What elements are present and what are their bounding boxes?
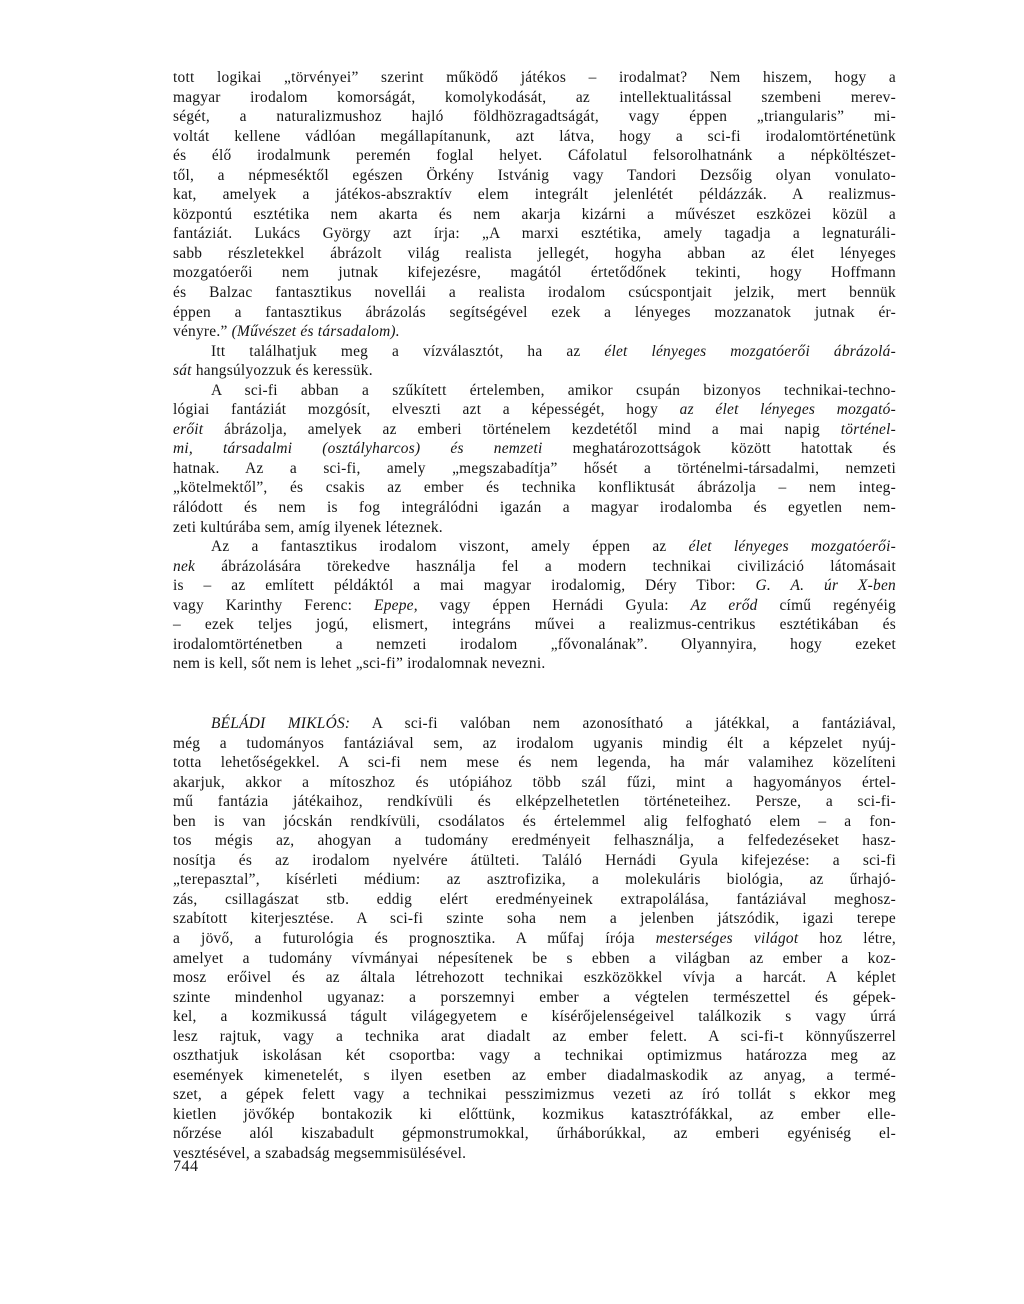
text-line	[173, 576, 896, 596]
text-run: meghatározottságok között hatottak és	[542, 440, 896, 458]
text-line: kel, a kozmikussá tágult világegyetem e kísérőjelenségeivel találkozik s vagy úrrá	[173, 1008, 896, 1026]
emphasis: mi, társadalmi (osztályharcos) és nemzeti	[173, 440, 543, 458]
text-run: vényre.”	[173, 323, 232, 341]
emphasis: mesterséges világot	[655, 929, 799, 947]
text-line: ségét, a naturalizmushoz hajló földhözragadtságát, vagy éppen „triangularis” mi-	[173, 108, 896, 126]
text-line: zás, csillagászat stb. eddig elért eredményeinek extrapolálása, fantáziával meghosz-	[173, 890, 896, 908]
text-line: mű fantázia játékaihoz, rendkívüli és elképzelhetetlen történeteihez. Persze, a sci-fi-	[173, 793, 896, 811]
emphasis: nek	[173, 557, 196, 575]
emphasis: történel-	[840, 420, 896, 438]
text-run: vagy éppen Hernádi Gyula:	[417, 596, 691, 614]
text-line	[173, 439, 896, 459]
text-line: éppen a fantasztikus ábrázolás segítségével ezek a lényeges mozzanatok jutnak ér-	[173, 303, 896, 321]
text-line: vesztésével, a szabadság megsemmisülésével.	[173, 1144, 467, 1162]
body-text	[173, 68, 896, 1164]
text-line	[173, 420, 896, 440]
text-line: lesz rajtuk, vagy a technika arat diadalt az ember felett. A sci-fi-t könnyűszerrel	[173, 1027, 896, 1045]
text-line: magyar irodalom komorságát, komolykodását, az intellektualitással szembeni merev-	[173, 88, 896, 106]
text-line: ben is van jócskán rendkívüli, csodálatos és értelemmel alig felfogható elem – a fon-	[173, 812, 896, 830]
text-line: szinte mindenhol ugyanaz: a porszemnyi ember a végtelen természettel és gépek-	[173, 988, 896, 1006]
text-line: től, a népmeséktől egészen Örkény Istvánig vagy Tandori Dezsőig olyan vonulato-	[173, 166, 896, 184]
emphasis: erőit	[173, 420, 204, 438]
text-run: Az a fantasztikus irodalom viszont, amely éppen az	[211, 538, 689, 556]
text-line: nosítja és az irodalom nyelvére átülteti. Találó Hernádi Gyula kifejezése: a sci-fi	[173, 851, 896, 869]
text-line: hatnak. Az a sci-fi, amely „megszabadítja” hősét a történelmi-társadalmi, nemzeti	[173, 459, 896, 477]
text-run: ábrázolja, amelyek az emberi történelem kezdetétől mind a mai napig	[203, 420, 841, 438]
text-run: hoz létre,	[798, 929, 896, 947]
text-line: tott logikai „törvényei” szerint működő játékos – irodalmat? Nem hiszem, hogy a	[173, 69, 896, 86]
text-line	[173, 596, 896, 616]
paragraph-2	[173, 342, 896, 381]
text-line: irodalomtörténetben a nemzeti irodalom „fővonalának”. Olyannyira, hogy ezeket	[173, 635, 896, 653]
book-title: G. A. úr X-ben	[755, 577, 896, 595]
text-line: totta lehetőségekkel. A sci-fi nem mese és nem legenda, ha már valamihez közelíteni	[173, 754, 896, 772]
text-line	[173, 400, 896, 420]
text-run: vagy Karinthy Ferenc:	[173, 596, 375, 614]
text-line: akarjuk, akkor a mítoszhoz és utópiához több szál fűzi, mint a hagyományos értel-	[173, 773, 896, 791]
text-line: kat, amelyek a játékos-abszraktív elem integrált jelenlétét példázzák. A realizmus-	[173, 186, 896, 204]
emphasis: sát	[173, 362, 192, 380]
emphasis: az élet lényeges mozgató-	[679, 401, 896, 419]
text-line: voltát kellene vádlóan megállapítanunk, azt látva, hogy a sci-fi irodalomtörténetünk	[173, 127, 896, 145]
paragraph-3	[173, 381, 896, 537]
book-title: Epepe,	[374, 596, 418, 614]
text-line: rálódott és nem is fog integrálódni igazán a magyar irodalomba és egyetlen nem-	[173, 499, 896, 517]
book-title: Az erőd	[690, 596, 758, 614]
text-line: A sci-fi abban a szűkített értelemben, amikor csupán bizonyos technikai-techno-	[211, 381, 896, 399]
text-line: „kötelmektől”, és csakis az ember és technika konfliktusát ábrázolja – nem integ-	[173, 479, 896, 497]
text-line: „terepasztal”, kísérleti médium: az asztrofizika, a molekuláris biológia, az űrhajó-	[173, 871, 896, 889]
paragraph-4	[173, 537, 896, 674]
paragraph-5	[173, 714, 896, 1164]
text-line: oszthatjuk iskolásan két csoportba: vagy a technikai optimizmus határozza meg az	[173, 1047, 896, 1065]
citation-title: (Művészet és társadalom).	[231, 323, 400, 341]
text-line: fantáziát. Lukács György azt írja: „A marxi esztétika, amely tagadja a legnaturáli-	[173, 225, 896, 243]
text-line: mozgatóerői nem jutnak kifejezésre, magától értetődőnek tekinti, hogy Hoffmann	[173, 264, 896, 282]
text-line: szabított kiterjesztése. A sci-fi szinte soha nem a jelenben játszódik, igazi terepe	[173, 910, 896, 928]
text-line: sabb részletekkel ábrázolt világ realista jellegét, hogyha abban az élet lényeges	[173, 244, 896, 262]
text-line: mosz erőivel és az általa létrehozott technikai eszközökkel vívja a harcát. A képlet	[173, 969, 896, 987]
text-line: események kimenetelét, s ilyen esetben az ember diadalmaskodik az anyag, a termé-	[173, 1066, 896, 1084]
text-line	[173, 929, 896, 949]
text-line	[173, 714, 896, 734]
text-line: kietlen jövőkép bontakozik ki előttünk, kozmikus katasztrófákkal, az ember elle-	[173, 1105, 896, 1123]
text-line: nem is kell, sőt nem is lehet „sci-fi” irodalomnak nevezni.	[173, 655, 546, 673]
text-line: és élő irodalmunk peremén foglal helyet. Cáfolatul felsorolhatnánk a népköltészet-	[173, 147, 896, 165]
emphasis: élet lényeges mozgatóerői-	[688, 538, 896, 556]
text-line: tos mégis az, ahogyan a tudomány eredményeit felhasználja, a felfedezéseket hasz-	[173, 832, 896, 850]
speaker-name: BÉLÁDI MIKLÓS:	[211, 714, 351, 732]
text-line: központú esztétika nem akarta és nem akarja kizárni a művészet eszközei közül a	[173, 205, 896, 223]
text-line: szet, a gépek felett vagy a technikai pesszimizmus vezeti az író tollát s ekkor meg	[173, 1086, 896, 1104]
text-line: amelyet a tudomány vívmányai népesítenek be s ebben a világban az ember a koz-	[173, 949, 896, 967]
text-run: A sci-fi valóban nem azonosítható a játékkal, a fantáziával,	[350, 714, 896, 732]
text-line	[173, 322, 896, 342]
text-line: és Balzac fantasztikus novellái a realista irodalom csúcspontjait jelzik, mert bennük	[173, 284, 896, 302]
text-line: zeti kultúrába sem, amíg ilyenek léteznek.	[173, 518, 443, 536]
emphasis: élet lényeges mozgatóerői ábrázolá-	[604, 342, 896, 360]
text-run: című regényéig	[757, 596, 896, 614]
text-run: is – az említett példáktól a mai magyar irodalomig, Déry Tibor:	[173, 577, 756, 595]
text-line: nőrzése alól kiszabadult gépmonstrumokkal, űrháborúkkal, az emberi egyéniség el-	[173, 1125, 896, 1143]
paragraph-1	[173, 68, 896, 342]
text-line	[173, 361, 896, 381]
text-line: még a tudományos fantáziával sem, az irodalom ugyanis mindig élt a képzelet nyúj-	[173, 734, 896, 752]
text-run: Itt találhatjuk meg a vízválasztót, ha az	[211, 342, 605, 360]
text-run: lógiai fantáziát mozgósít, elveszti azt a képességét, hogy	[173, 401, 680, 419]
text-line	[173, 557, 896, 577]
text-run: ábrázolására törekedve használja fel a modern technikai civilizáció látomásait	[195, 557, 896, 575]
text-run: a jövő, a futurológia és prognosztika. A műfaj írója	[173, 929, 656, 947]
text-line	[173, 342, 896, 362]
text-line: – ezek teljes jogú, elismert, integráns művei a realizmus-centrikus esztétikában és	[173, 616, 896, 634]
text-line	[173, 537, 896, 557]
text-run: hangsúlyozzuk és keressük.	[191, 362, 373, 380]
page-number: 744	[173, 1158, 199, 1175]
